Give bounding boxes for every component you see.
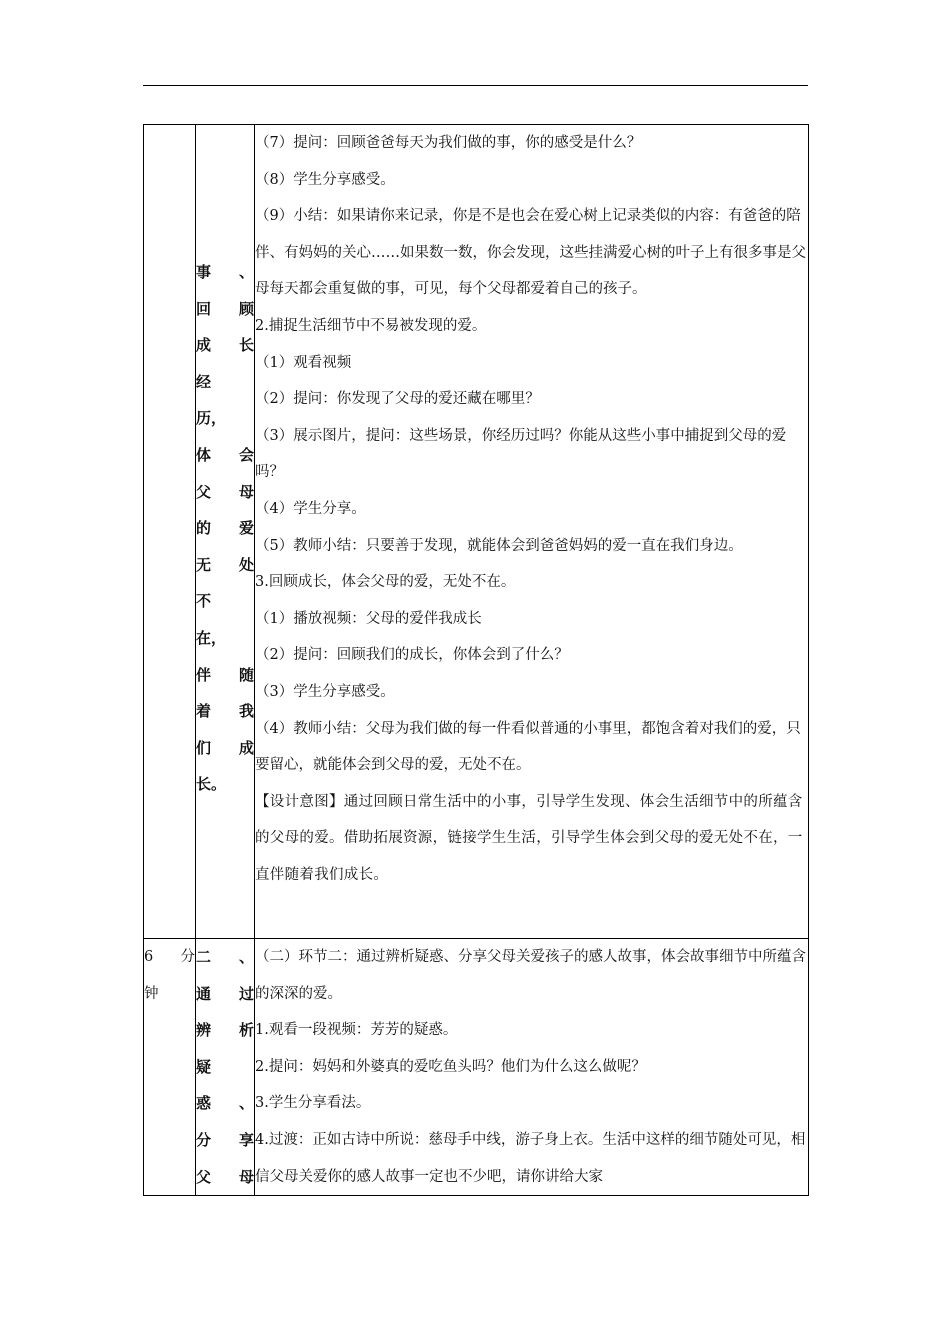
paragraph: （8）学生分享感受。 bbox=[255, 171, 395, 188]
stage-line: 父母 bbox=[196, 482, 254, 501]
stage-line: 的爱 bbox=[196, 519, 254, 538]
stage-line: 父母 bbox=[196, 1167, 254, 1186]
stage-line: 通过 bbox=[196, 984, 254, 1003]
paragraph: 3.回顾成长，体会父母的爱，无处不在。 bbox=[255, 574, 516, 591]
time-cell bbox=[144, 125, 196, 939]
stage-cell bbox=[196, 939, 255, 1196]
time-cell bbox=[144, 939, 196, 1196]
paragraph: 2.捕捉生活细节中不易被发现的爱。 bbox=[255, 317, 487, 334]
paragraph: （5）教师小结：只要善于发现，就能体会到爸爸妈妈的爱一直在我们身边。 bbox=[255, 537, 743, 554]
stage-line: 辨析 bbox=[196, 1021, 254, 1040]
paragraph: （9）小结：如果请你来记录，你是不是也会在爱心树上记录类似的内容：有爸爸的陪伴、有妈妈的关心……如果数一数，你会发现，这些挂满爱心树的叶子上有很多事是父母每天都会重复做的事，可见，每个父母都爱着自己的孩子。 bbox=[255, 208, 806, 298]
paragraph: 2.提问：妈妈和外婆真的爱吃鱼头吗？他们为什么这么做呢？ bbox=[255, 1058, 646, 1075]
stage-line: 分享 bbox=[196, 1130, 254, 1149]
stage-cell bbox=[196, 125, 255, 939]
paragraph: （二）环节二：通过辨析疑惑、分享父母关爱孩子的感人故事，体会故事细节中所蕴含的深深的爱。 bbox=[255, 949, 806, 1002]
stage-line: 回顾 bbox=[196, 299, 254, 318]
paragraph: （4）教师小结：父母为我们做的每一件看似普通的小事里，都饱含着对我们的爱，只要留心，就能体会到父母的爱，无处不在。 bbox=[255, 720, 801, 774]
stage-line: 成长 bbox=[196, 336, 254, 355]
time-line: 钟 bbox=[144, 985, 159, 1002]
stage-line: 二、 bbox=[196, 948, 254, 966]
design-intent: 【设计意图】通过回顾日常生活中的小事，引导学生发现、体会生活细节中的所蕴含的父母的爱。借助拓展资源，链接学生生活，引导学生体会到父母的爱无处不在，一直伴随着我们成长。 bbox=[255, 793, 803, 883]
paragraph: （3）展示图片，提问：这些场景，你经历过吗？你能从这些小事中捕捉到父母的爱吗？ bbox=[255, 427, 787, 481]
paragraph: 3.学生分享看法。 bbox=[255, 1095, 371, 1112]
paragraph: （7）提问：回顾爸爸每天为我们做的事，你的感受是什么？ bbox=[255, 135, 642, 151]
stage-line: 伴随 bbox=[196, 665, 254, 684]
stage-line: 着我 bbox=[196, 702, 254, 721]
content-cell bbox=[255, 125, 809, 939]
stage-line: 体会 bbox=[196, 445, 254, 464]
paragraph: （4）学生分享。 bbox=[255, 500, 366, 517]
stage-line: 长。 bbox=[196, 775, 227, 794]
paragraph: （2）提问：回顾我们的成长，你体会到了什么？ bbox=[255, 647, 569, 664]
stage-line: 不 bbox=[196, 592, 212, 611]
header-rule bbox=[143, 85, 808, 86]
stage-line: 疑 bbox=[196, 1057, 212, 1076]
table-row bbox=[144, 125, 809, 939]
content-cell bbox=[255, 939, 809, 1196]
stage-line: 事、 bbox=[196, 263, 254, 281]
time-line: 6 分 bbox=[144, 949, 195, 965]
paragraph: （3）学生分享感受。 bbox=[255, 683, 395, 700]
paragraph: （2）提问：你发现了父母的爱还藏在哪里？ bbox=[255, 391, 540, 408]
stage-line: 历， bbox=[196, 409, 227, 428]
table-row bbox=[144, 939, 809, 1196]
stage-line: 经 bbox=[196, 372, 212, 391]
lesson-plan-table bbox=[143, 124, 809, 1196]
stage-line: 惑、 bbox=[196, 1094, 254, 1113]
paragraph: 4.过渡：正如古诗中所说：慈母手中线，游子身上衣。生活中这样的细节随处可见，相信父母关爱你的感人故事一定也不少吧，请你讲给大家 bbox=[255, 1131, 806, 1185]
paragraph: 1.观看一段视频：芳芳的疑惑。 bbox=[255, 1022, 458, 1039]
stage-line: 们成 bbox=[196, 738, 254, 757]
stage-line: 无处 bbox=[196, 555, 254, 574]
stage-line: 在， bbox=[196, 628, 227, 647]
paragraph: （1）观看视频 bbox=[255, 354, 352, 371]
paragraph: （1）播放视频：父母的爱伴我成长 bbox=[255, 610, 482, 627]
